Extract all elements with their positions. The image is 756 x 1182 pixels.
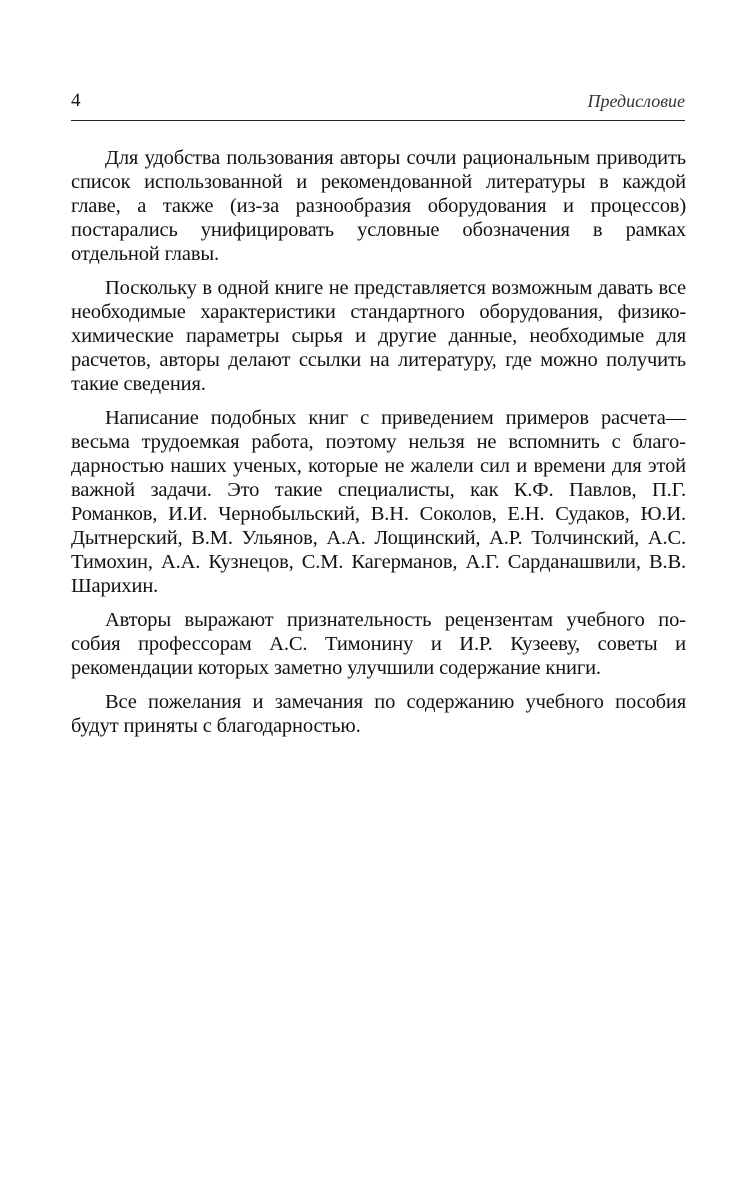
- page-number: 4: [71, 90, 81, 111]
- paragraph-1: Для удобства пользования авторы сочли рациональным приводить список использованной и рекомендованной литературы в каждой главе, а также (из-за разнообразия оборудования и процессов) постарались унифицировать условные обозначения в рамках отдельной главы.: [71, 147, 686, 265]
- body-text: [71, 146, 686, 748]
- paragraph-5: Все пожелания и замечания по содержанию учебного пособия будут приняты с благодарностью.: [71, 691, 686, 737]
- paragraph-2: Поскольку в одной книге не представляется возможным давать все необходимые характеристики стандартного оборудования, физико-химические параметры сырья и другие данные, необходимые для расчетов, авторы делают ссылки на литературу, где можно получить такие сведения.: [71, 277, 686, 395]
- paragraph-4: Авторы выражают признательность рецензентам учебного пособия профессорам А.С. Тимонину и И.Р. Кузееву, советы и рекомендации которых заметно улучшили содержание книги.: [71, 609, 686, 679]
- header-rule: [71, 120, 685, 121]
- running-title: Предисловие: [587, 91, 685, 111]
- paragraph-3: Написание подобных книг с приведением примеров расчета—весьма трудоемкая работа, поэтому нельзя не вспомнить с благодарностью наших ученых, которые не жалели сил и времени для этой важной задачи. Это такие специалисты, как К.Ф. Павлов, П.Г. Романков, И.И. Чернобыльский, В.Н. Соколов, Е.Н. Судаков, Ю.И. Дытнерский, В.М. Ульянов, А.А. Лощинский, А.Р. Толчинский, А.С. Тимохин, А.А. Кузнецов, С.М. Кагерманов, А.Г. Сарданашвили, В.В. Шарихин.: [71, 407, 686, 597]
- page-header: [71, 88, 685, 114]
